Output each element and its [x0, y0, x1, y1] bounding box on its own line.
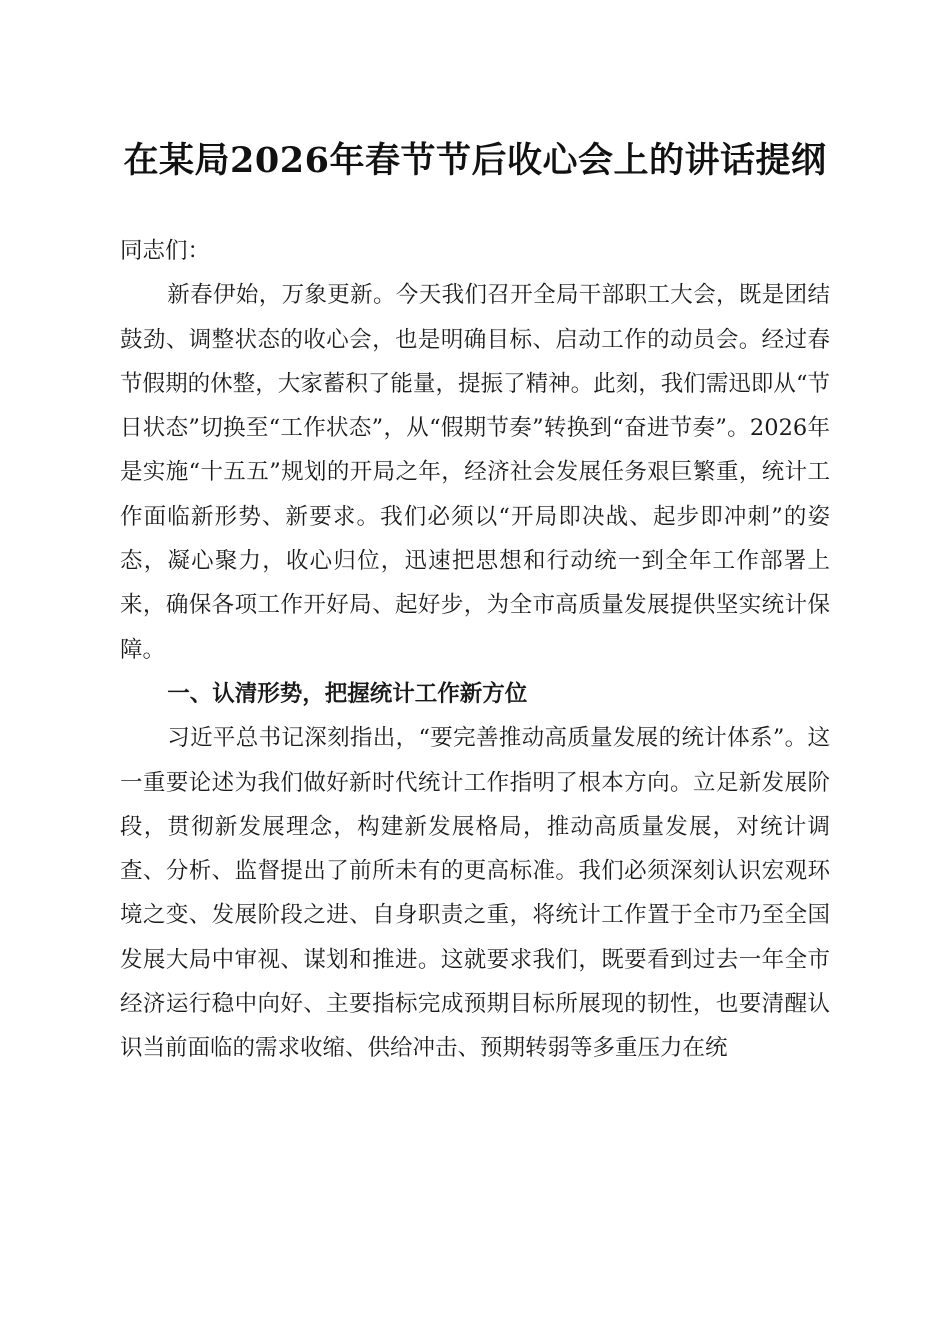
document-title: 在某局2026年春节节后收心会上的讲话提纲: [123, 140, 827, 181]
paragraph-section-1: 习近平总书记深刻指出，“要完善推动高质量发展的统计体系”。这一重要论述为我们做好新时代统计工作指明了根本方向。立足新发展阶段，贯彻新发展理念，构建新发展格局，推动高质量发展，对统计调查、分析、监督提出了前所未有的更高标准。我们必须深刻认识宏观环境之变、发展阶段之进、自身职责之重，将统计工作置于全市乃至全国发展大局中审视、谋划和推进。这就要求我们，既要看到过去一年全市经济运行稳中向好、主要指标完成预期目标所展现的韧性，也要清醒认识当前面临的需求收缩、供给冲击、预期转弱等多重压力在统: [120, 725, 830, 1062]
salutation: 同志们：: [120, 238, 211, 264]
paragraph-intro: 新春伊始，万象更新。今天我们召开全局干部职工大会，既是团结鼓劲、调整状态的收心会，也是明确目标、启动工作的动员会。经过春节假期的休整，大家蓄积了能量，提振了精神。此刻，我们需迅即从“节日状态”切换至“工作状态”，从“假期节奏”转换到“奋进节奏”。2026年是实施“十五五”规划的开局之年，经济社会发展任务艰巨繁重，统计工作面临新形势、新要求。我们必须以“开局即决战、起步即冲刺”的姿态，凝心聚力，收心归位，迅速把思想和行动统一到全年工作部署上来，确保各项工作开好局、起好步，为全市高质量发展提供坚实统计保障。: [120, 282, 830, 663]
section-heading-1: 一、认清形势，把握统计工作新方位: [167, 680, 528, 707]
document-body: [120, 229, 830, 1071]
